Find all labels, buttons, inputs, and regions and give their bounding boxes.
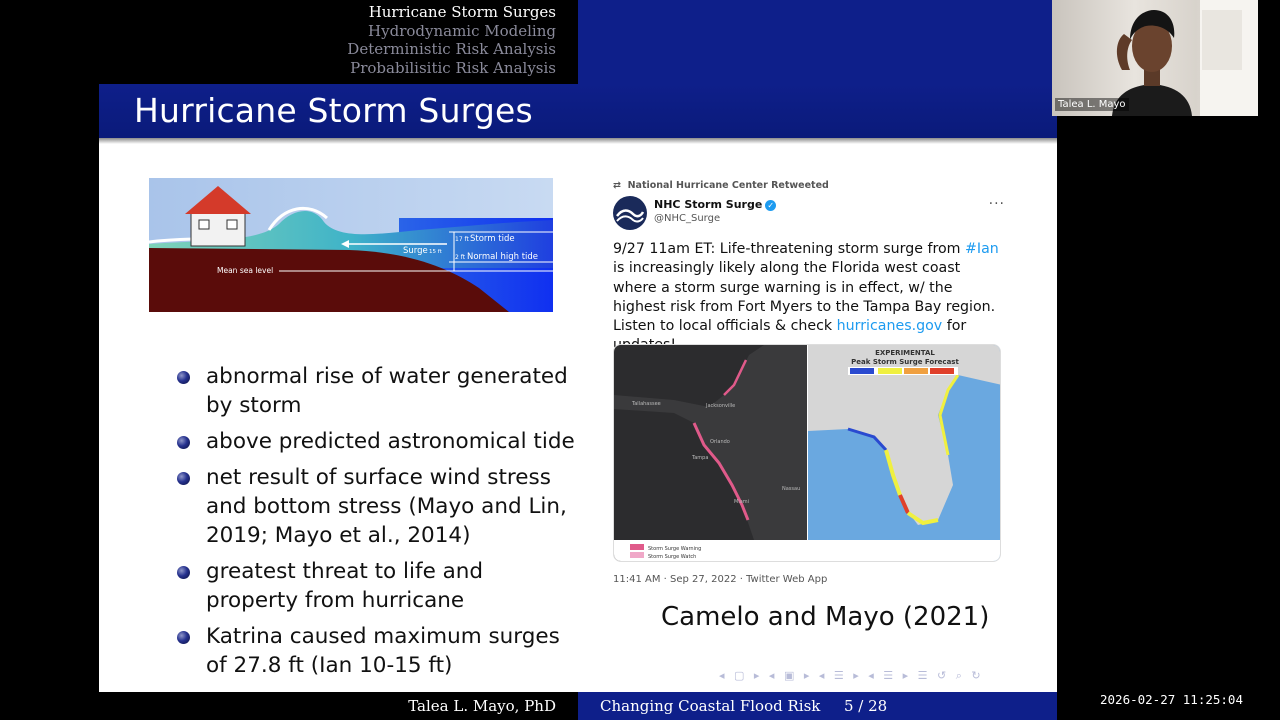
list-item: net result of surface wind stress and bottom stress (Mayo and Lin, 2019; Mayo et al., 2014): [177, 463, 577, 550]
nav-section-probabilistic-risk[interactable]: Probabilisitic Risk Analysis: [350, 58, 556, 77]
citation: Camelo and Mayo (2021): [661, 602, 990, 632]
website-link: hurricanes.gov: [836, 318, 943, 335]
list-item: above predicted astronomical tide: [177, 427, 577, 456]
footline-page-number: 5 / 28: [844, 697, 888, 715]
dark-florida-map-svg: [614, 345, 807, 540]
legend-watch-label: Storm Surge Watch: [648, 554, 697, 560]
beamer-navigation-symbols[interactable]: ◂ ▢ ▸ ◂ ▣ ▸ ◂ ☰ ▸ ◂ ☰ ▸ ☰ ↺ ⌕ ↻: [719, 669, 984, 682]
bullet-ball-icon: [177, 472, 190, 485]
account-handle: @NHC_Surge: [654, 213, 721, 224]
forecast-map-footer: [808, 540, 1001, 562]
tweet-map-images: [613, 344, 1001, 562]
bullet-ball-icon: [177, 631, 190, 644]
list-item: greatest threat to life and property from hurricane: [177, 557, 577, 615]
list-item: abnormal rise of water generated by storm: [177, 362, 577, 420]
map-place-label: Nassau: [782, 486, 801, 492]
forecast-map-svg: [808, 345, 1001, 540]
footline-title-panel: [578, 692, 1057, 720]
participant-name-label: Talea L. Mayo: [1055, 98, 1129, 111]
map-place-label: Orlando: [710, 439, 730, 445]
embedded-tweet: [613, 180, 1005, 590]
storm-tide-height-label: 17 ft: [455, 236, 469, 243]
surge-height-label: 15 ft: [429, 249, 442, 255]
storm-tide-label: Storm tide: [470, 234, 515, 244]
footline-talk-title: Changing Coastal Flood Risk: [600, 697, 821, 715]
retweet-icon: ⇄: [613, 180, 621, 191]
bullet-list: [177, 362, 577, 687]
map-place-label: Jacksonville: [706, 403, 736, 409]
account-name: NHC Storm Surge ✓: [654, 198, 776, 211]
map-legend-svg: [614, 540, 807, 562]
map-place-label: Tampa: [692, 455, 709, 461]
webcam-tile[interactable]: [1052, 0, 1258, 116]
more-options-icon: ···: [988, 196, 1005, 212]
normal-high-tide-height-label: 2 ft: [455, 254, 466, 261]
storm-surge-diagram: [149, 178, 553, 312]
bullet-ball-icon: [177, 566, 190, 579]
storm-surge-warning-map: [614, 345, 807, 562]
nav-section-deterministic-risk[interactable]: Deterministic Risk Analysis: [347, 40, 556, 59]
retweet-indicator: ⇄ National Hurricane Center Retweeted: [613, 180, 829, 191]
peak-surge-forecast-map: [808, 345, 1001, 562]
nav-section-storm-surges[interactable]: Hurricane Storm Surges: [368, 3, 556, 21]
recording-timestamp: 2026-02-27 11:25:04: [1100, 692, 1243, 707]
legend-warning-label: Storm Surge Warning: [648, 546, 702, 552]
section-navigation: [99, 0, 578, 84]
wave-logo-icon: [613, 196, 647, 230]
forecast-map-title-line1: EXPERIMENTAL: [875, 349, 935, 357]
frame-title-bar: [99, 84, 1057, 138]
footline-author: Talea L. Mayo, PhD: [99, 692, 578, 720]
hashtag-link: #Ian: [965, 241, 999, 257]
tweet-timestamp: 11:41 AM · Sep 27, 2022 · Twitter Web App: [613, 574, 828, 585]
nav-section-hydrodynamic-modeling[interactable]: Hydrodynamic Modeling: [368, 21, 556, 40]
bullet-ball-icon: [177, 371, 190, 384]
verified-badge-icon: ✓: [765, 200, 776, 211]
mean-sea-level-label: Mean sea level: [217, 266, 274, 275]
list-item: Katrina caused maximum surges of 27.8 ft (Ian 10-15 ft): [177, 622, 577, 680]
surge-label: Surge: [403, 246, 428, 256]
forecast-map-title-line2: Peak Storm Surge Forecast: [851, 358, 959, 366]
storm-surge-diagram-svg: [149, 178, 553, 312]
normal-high-tide-label: Normal high tide: [467, 252, 539, 262]
bullet-ball-icon: [177, 436, 190, 449]
tweet-text: 9/27 11am ET: Life-threatening storm surge from #Ian is increasingly likely along the Florida west coast where a storm surge warning is in effect, w/ the highest risk from Fort Myers to the Tampa Bay region. Listen to local officials & check hurricanes.gov for: [613, 241, 999, 335]
map-place-label: Tallahassee: [632, 401, 661, 407]
map-legend: [614, 540, 807, 562]
slide-title: Hurricane Storm Surges: [134, 91, 533, 130]
account-avatar: [613, 196, 647, 230]
slide-body: [99, 144, 1057, 692]
map-place-label: Miami: [734, 499, 750, 505]
header-blue-panel: [578, 0, 1052, 84]
